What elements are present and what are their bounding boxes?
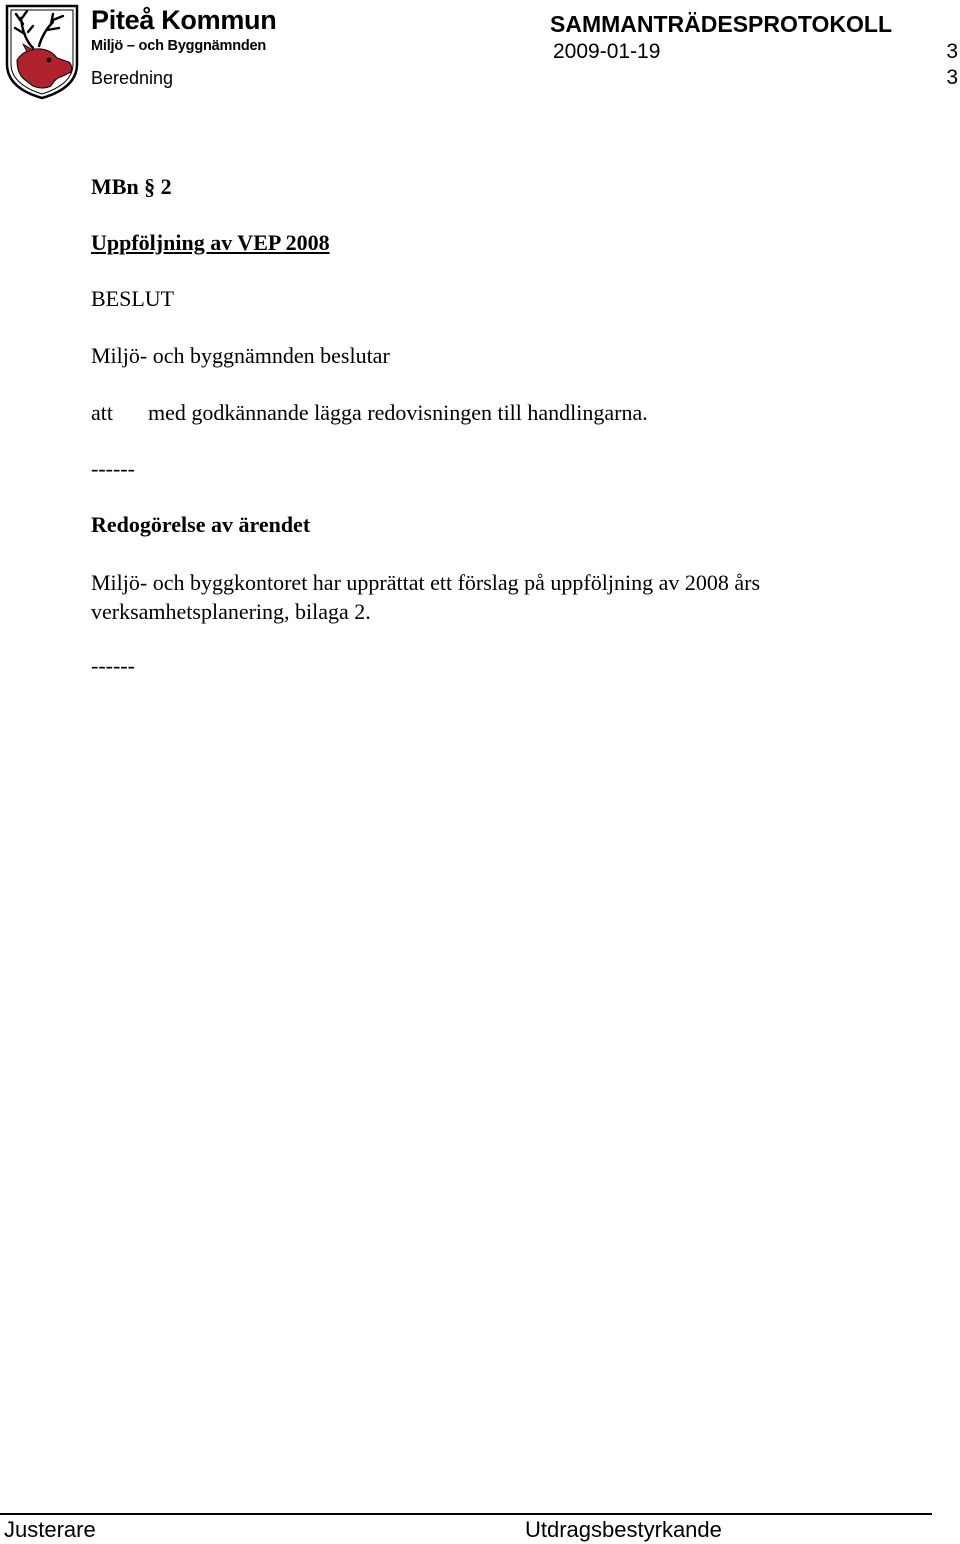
org-unit: Miljö – och Byggnämnden [91, 38, 267, 54]
document-type: SAMMANTRÄDESPROTOKOLL [550, 11, 893, 37]
separator: ------ [91, 653, 135, 678]
decision-text: med godkännande lägga redovisningen till handlingarna. [148, 400, 648, 425]
report-heading: Redogörelse av ärendet [91, 512, 311, 537]
decision-heading: BESLUT [91, 286, 175, 311]
item-title: Uppföljning av VEP 2008 [91, 230, 330, 255]
page-number: 3 [946, 40, 958, 63]
section-label: Beredning [91, 68, 174, 88]
decision-intro: Miljö- och byggnämnden beslutar [91, 343, 390, 368]
decision-att-label: att [91, 400, 113, 425]
report-text: Miljö- och byggkontoret har upprättat ett förslag på uppföljning av 2008 års verksamhetsplanering, bilaga 2. [91, 570, 761, 624]
separator: ------ [91, 456, 135, 481]
footer-certification-label: Utdragsbestyrkande [525, 1517, 722, 1542]
reindeer-crest-icon [3, 2, 81, 100]
meeting-date: 2009-01-19 [553, 40, 661, 63]
org-name: Piteå Kommun [91, 5, 277, 35]
footer-rule [0, 1513, 932, 1515]
paragraph-reference: MBn § 2 [91, 174, 172, 199]
section-page-number: 3 [946, 66, 958, 89]
footer-signer-label: Justerare [4, 1517, 96, 1542]
